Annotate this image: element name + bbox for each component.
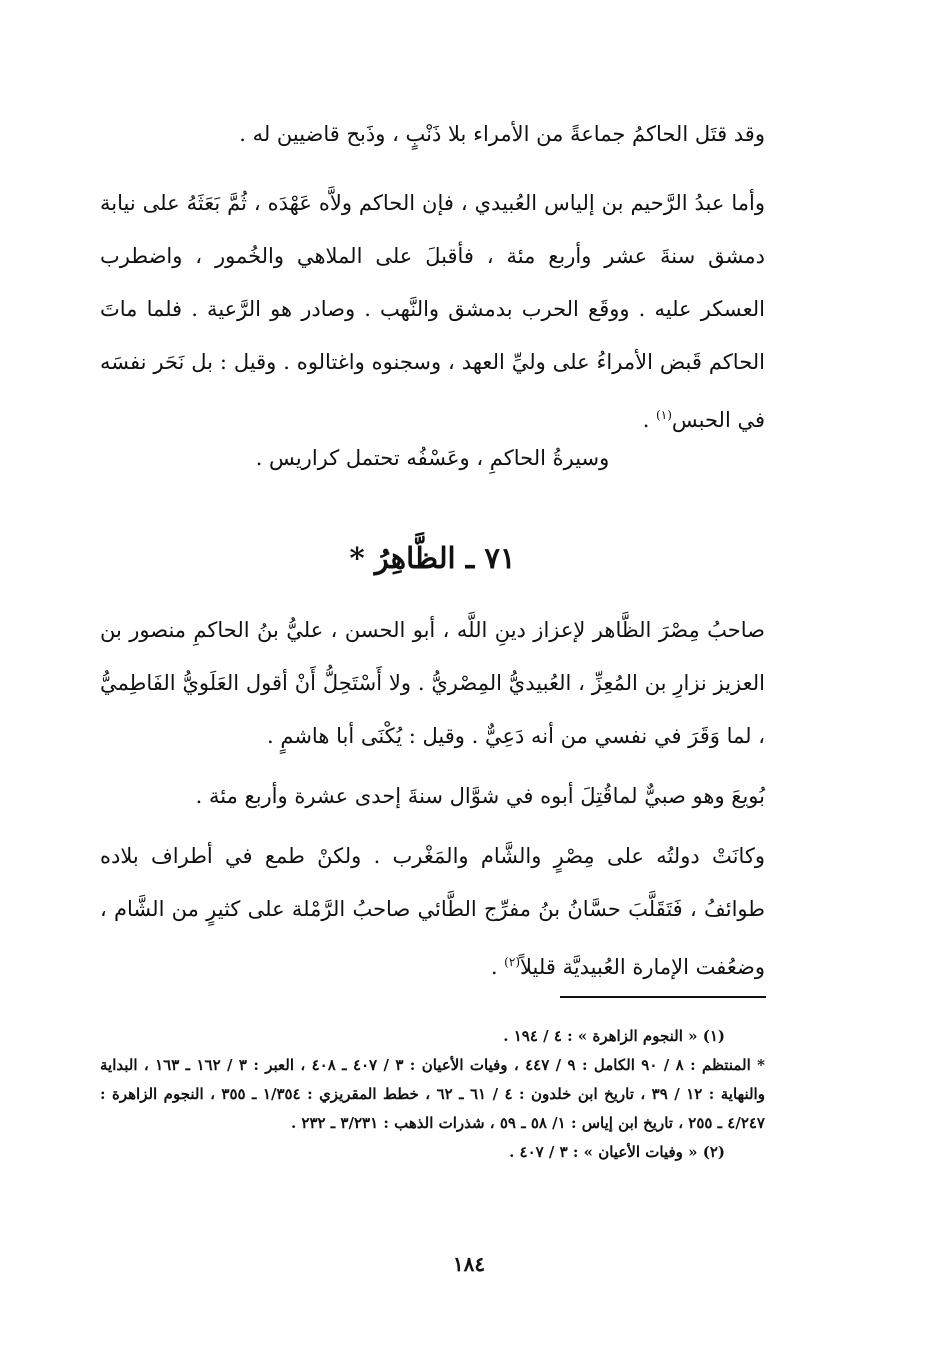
footnote-2: (٢) « وفيات الأعيان » : ٣ / ٤٠٧ .	[509, 1143, 725, 1161]
paragraph-executions	[100, 108, 765, 161]
paragraph-biography-note	[100, 432, 765, 485]
paragraph-text: وقد قتَل الحاكمُ جماعةً من الأمراء بلا ذَنْبٍ ، وذَبح قاضيين له .	[239, 122, 765, 146]
paragraph-abd-al-rahim	[100, 177, 765, 447]
footnote-ref-1[interactable]: (١)	[656, 408, 672, 422]
paragraph-state	[100, 830, 765, 994]
section-heading	[100, 528, 765, 588]
footnote-ref-2[interactable]: (٢)	[504, 955, 520, 969]
heading-separator: ـ	[455, 541, 485, 575]
paragraph-text: وسيرةُ الحاكمِ ، وعَسْفُه تحتمل كراريس .	[255, 446, 610, 470]
paragraph-text: وكانَتْ دولتُه على مِصْرٍ والشَّام والمَغْرب . ولكنْ طمع في أطراف بلاده طوائفُ ، فَتَقَلَّبَ حسَّانُ بنُ مفرِّج الطَّائي صاحبُ الرَّمْلة على كثيرٍ من الشَّام ، وضعُفت الإمارة العُبيديَّة قليلاً	[100, 844, 765, 979]
paragraph-end: .	[490, 955, 505, 979]
paragraph-end: .	[642, 408, 657, 432]
paragraph-text: بُويعَ وهو صبيٌّ لماقُتِلَ أبوه في شوَّال سنةَ إحدى عشرة وأربع مئة .	[195, 784, 765, 808]
footnote-1: (١) « النجوم الزاهرة » : ٤ / ١٩٤ .	[503, 1027, 725, 1045]
page-number: ١٨٤	[452, 1252, 486, 1276]
entry-number: ٧١	[484, 541, 516, 575]
paragraph-al-zahir-intro	[100, 604, 765, 763]
paragraph-text: صاحبُ مِصْرَ الظَّاهر لإعزاز دينِ اللَّه ، أبو الحسن ، عليُّ بنُ الحاكمِ منصور بن العزيز نزارِ بن المُعِزِّ ، العُبيديُّ المِصْريُّ . ولا أَسْتَحِلُّ أَنْ أقول العَلَويُّ الفَاطِميُّ ، لما وَقَرَ في نفسي من أنه دَعِيٌّ . وقيل : يُكْنَى أبا هاشمٍ .	[100, 618, 765, 748]
entry-title: الظَّاهِرُ	[374, 541, 456, 575]
footnotes	[100, 1022, 765, 1167]
source-asterisk: *	[349, 541, 375, 575]
paragraph-text: وأما عبدُ الرَّحيم بن إلياس العُبيدي ، فإن الحاكم ولاَّه عَهْدَه ، ثُمَّ بَعَثَهُ على نيابة دمشق سنةَ عشر وأربع مئة ، فأقبلَ على الملاهي والخُمور ، واضطرب العسكر عليه . ووقَع الحرب بدمشق والنَّهب . وصادر هو الرَّعية . فلما ماتَ الحاكم قَبض الأمراءُ على وليِّ العهد ، وسجنوه واغتالوه . وقيل : بل نَحَر نفسَه في الحبس	[100, 191, 765, 432]
footnote-divider	[560, 996, 766, 998]
footnote-sources: * المنتظم : ٨ / ٩٠ الكامل : ٩ / ٤٤٧ ، وفيات الأعيان : ٣ / ٤٠٧ ـ ٤٠٨ ، العبر : ٣ / ١٦٢ ـ ١٦٣ ، البداية والنهاية : ١٢ / ٣٩ ، تاريخ ابن خلدون : ٤ / ٦١ ـ ٦٢ ، خطط المقريزي : ١/٣٥٤ ـ ٣٥٥ ، النجوم الزاهرة : ٤/٢٤٧ ـ ٢٥٥ ، تاريخ ابن إياس : ١/ ٥٨ ـ ٥٩ ، شذرات الذهب : ٣/٢٣١ ـ ٢٣٢ .	[100, 1056, 765, 1132]
paragraph-allegiance	[100, 770, 765, 823]
